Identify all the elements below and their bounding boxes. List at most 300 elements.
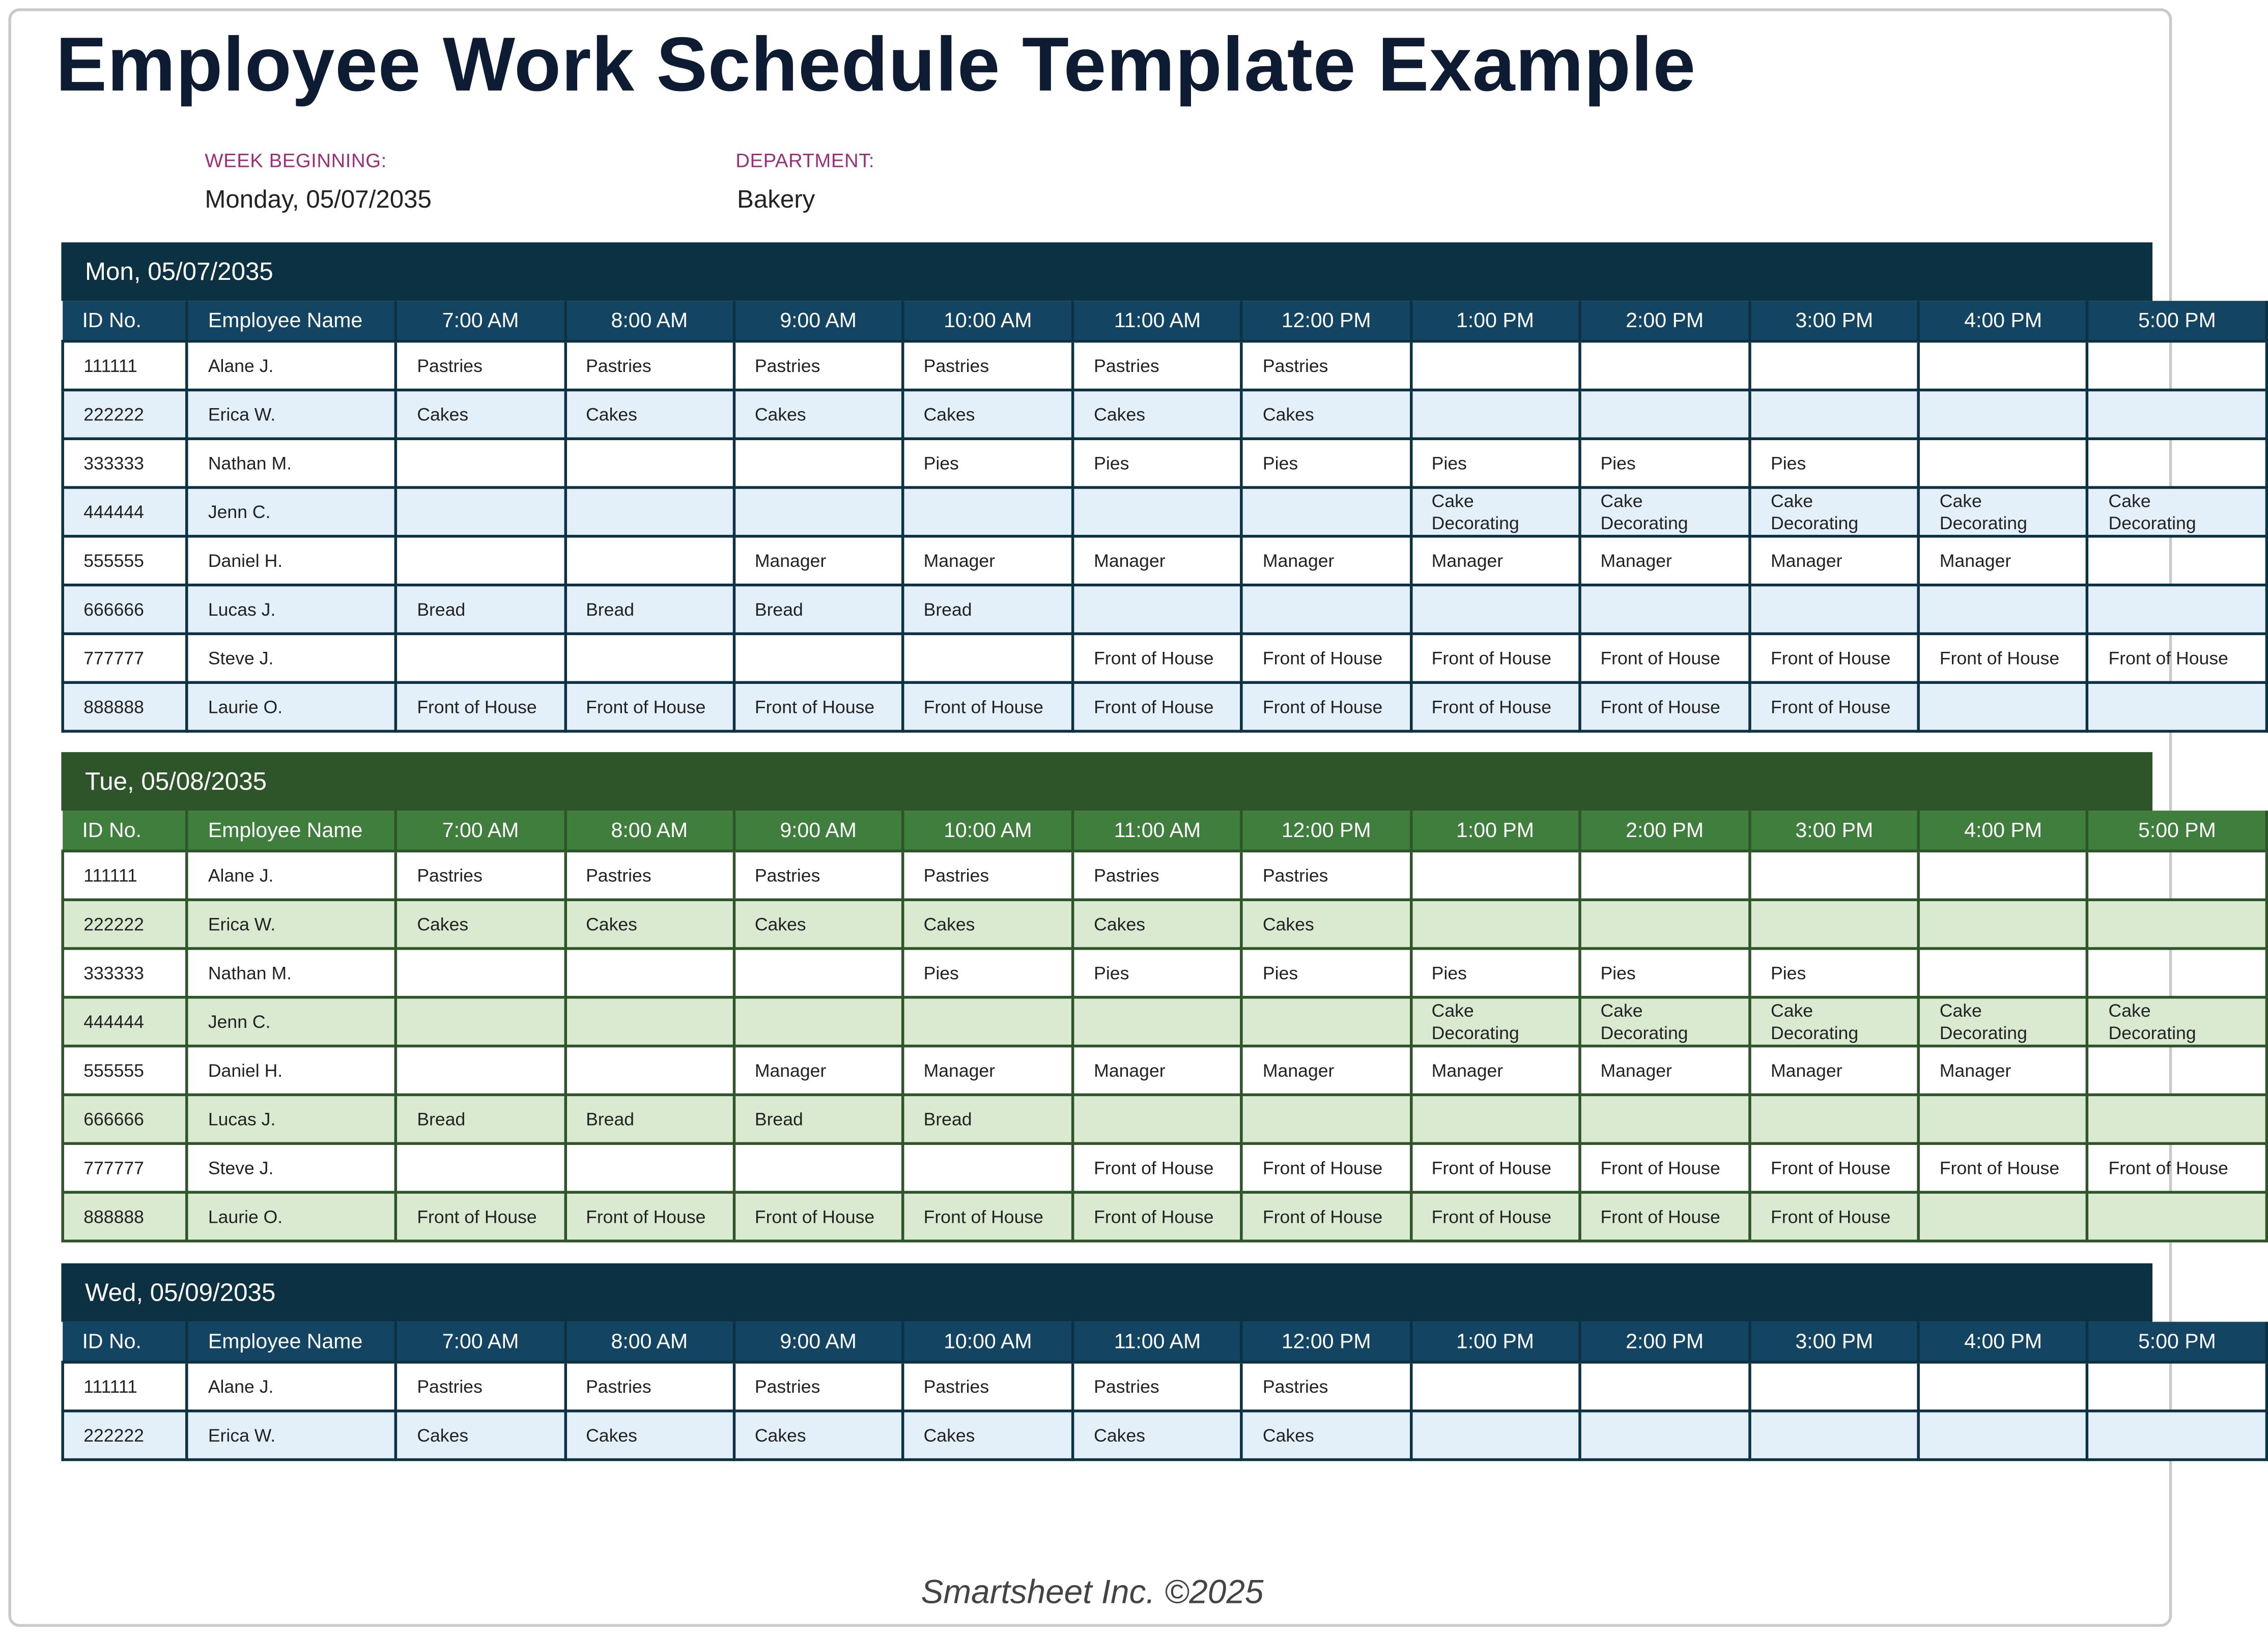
shift-cell[interactable] (565, 1095, 734, 1143)
shift-cell[interactable] (734, 900, 903, 949)
shift-cell[interactable] (1919, 487, 2088, 536)
shift-cell[interactable] (1242, 997, 1411, 1046)
employee-id-cell[interactable] (63, 997, 187, 1046)
shift-cell[interactable] (1919, 1143, 2088, 1192)
cell-text: Pies (1094, 452, 1129, 473)
shift-cell[interactable] (396, 634, 565, 682)
shift-cell[interactable] (1073, 536, 1242, 585)
day-schedule-section (61, 242, 2228, 732)
employee-name-cell[interactable] (187, 1046, 396, 1095)
shift-cell[interactable] (1073, 341, 1242, 390)
shift-cell[interactable] (1073, 1046, 1242, 1095)
shift-cell[interactable] (734, 390, 903, 439)
shift-cell[interactable] (1919, 997, 2088, 1046)
shift-cell[interactable] (1411, 1362, 1580, 1411)
shift-cell[interactable] (1242, 851, 1411, 900)
cell-text: Front of House (586, 696, 706, 717)
shift-cell[interactable] (2087, 900, 2266, 949)
employee-name-cell[interactable] (187, 1411, 396, 1460)
shift-cell[interactable] (1579, 851, 1750, 900)
shift-cell[interactable] (1073, 1143, 1242, 1192)
shift-cell[interactable] (1411, 390, 1580, 439)
cell-text: Pastries (1094, 1375, 1159, 1397)
shift-cell[interactable] (734, 949, 903, 997)
shift-cell[interactable] (1750, 487, 1919, 536)
shift-cell[interactable] (565, 1143, 734, 1192)
shift-cell[interactable] (1579, 900, 1750, 949)
shift-cell[interactable] (903, 997, 1073, 1046)
shift-cell[interactable] (1242, 439, 1411, 487)
shift-cell[interactable] (565, 634, 734, 682)
table-row (63, 851, 2266, 900)
employee-name-cell[interactable] (187, 682, 396, 731)
shift-cell[interactable] (1242, 1411, 1411, 1460)
schedule-table (61, 1322, 2268, 1461)
shift-cell[interactable] (1919, 341, 2088, 390)
shift-cell[interactable] (1579, 1362, 1750, 1411)
shift-cell[interactable] (1242, 634, 1411, 682)
cell-text: 777777 (83, 1157, 145, 1178)
employee-name-cell[interactable] (187, 949, 396, 997)
shift-cell[interactable] (1411, 1046, 1580, 1095)
shift-cell[interactable] (396, 949, 565, 997)
shift-cell[interactable] (2087, 1095, 2266, 1143)
shift-cell[interactable] (565, 1192, 734, 1241)
shift-cell[interactable] (565, 487, 734, 536)
shift-cell[interactable] (1579, 1192, 1750, 1241)
shift-cell[interactable] (734, 682, 903, 731)
shift-cell[interactable] (1242, 1362, 1411, 1411)
employee-id-cell[interactable] (63, 439, 187, 487)
shift-cell[interactable] (396, 682, 565, 731)
shift-cell[interactable] (1411, 585, 1580, 634)
cell-text: Pastries (586, 1375, 651, 1397)
shift-cell[interactable] (2087, 997, 2266, 1046)
employee-id-cell[interactable] (63, 1362, 187, 1411)
shift-cell[interactable] (1919, 900, 2088, 949)
shift-cell[interactable] (396, 585, 565, 634)
shift-cell[interactable] (1411, 900, 1580, 949)
shift-cell[interactable] (396, 1362, 565, 1411)
column-header: 4:00 PM (1919, 1322, 2088, 1362)
cell-text: Cakes (586, 403, 637, 424)
shift-cell[interactable] (1750, 682, 1919, 731)
shift-cell[interactable] (1242, 1143, 1411, 1192)
shift-cell[interactable] (1073, 585, 1242, 634)
shift-cell[interactable] (903, 536, 1073, 585)
cell-text: Cakes (1094, 403, 1146, 424)
shift-cell[interactable] (1073, 1095, 1242, 1143)
cell-text: Manager (1771, 549, 1842, 570)
shift-cell[interactable] (565, 900, 734, 949)
shift-cell[interactable] (2087, 634, 2266, 682)
cell-text: Front of House (1600, 1205, 1720, 1227)
shift-cell[interactable] (1073, 682, 1242, 731)
shift-cell[interactable] (565, 536, 734, 585)
cell-text: 222222 (83, 913, 145, 934)
shift-cell[interactable] (1750, 439, 1919, 487)
cell-text: Cake Decorating (1939, 490, 2027, 533)
column-header: 8:00 AM (565, 301, 734, 341)
shift-cell[interactable] (565, 1411, 734, 1460)
shift-cell[interactable] (903, 1192, 1073, 1241)
shift-cell[interactable] (1411, 1095, 1580, 1143)
shift-cell[interactable] (903, 851, 1073, 900)
shift-cell[interactable] (1750, 634, 1919, 682)
employee-id-cell[interactable] (63, 1095, 187, 1143)
employee-name-cell[interactable] (187, 439, 396, 487)
shift-cell[interactable] (396, 1411, 565, 1460)
shift-cell[interactable] (1242, 536, 1411, 585)
shift-cell[interactable] (2087, 1192, 2266, 1241)
shift-cell[interactable] (1411, 997, 1580, 1046)
employee-id-cell[interactable] (63, 487, 187, 536)
employee-id-cell[interactable] (63, 390, 187, 439)
shift-cell[interactable] (903, 341, 1073, 390)
cell-text: Erica W. (208, 403, 276, 424)
shift-cell[interactable] (903, 1143, 1073, 1192)
shift-cell[interactable] (734, 1411, 903, 1460)
employee-id-cell[interactable] (63, 341, 187, 390)
shift-cell[interactable] (1073, 390, 1242, 439)
shift-cell[interactable] (1750, 851, 1919, 900)
shift-cell[interactable] (1579, 1046, 1750, 1095)
shift-cell[interactable] (565, 341, 734, 390)
cell-text: Lucas J. (208, 1108, 276, 1129)
shift-cell[interactable] (1919, 439, 2088, 487)
shift-cell[interactable] (1579, 585, 1750, 634)
shift-cell[interactable] (1919, 1362, 2088, 1411)
shift-cell[interactable] (396, 1143, 565, 1192)
shift-cell[interactable] (565, 1046, 734, 1095)
shift-cell[interactable] (1919, 1411, 2088, 1460)
column-header: 11:00 AM (1073, 811, 1242, 851)
shift-cell[interactable] (734, 1095, 903, 1143)
shift-cell[interactable] (1579, 682, 1750, 731)
shift-cell[interactable] (1919, 851, 2088, 900)
shift-cell[interactable] (903, 439, 1073, 487)
shift-cell[interactable] (1242, 682, 1411, 731)
shift-cell[interactable] (734, 851, 903, 900)
cell-text: Jenn C. (208, 501, 271, 522)
column-header: 3:00 PM (1750, 1322, 1919, 1362)
table-row (63, 439, 2266, 487)
shift-cell[interactable] (734, 536, 903, 585)
shift-cell[interactable] (1073, 949, 1242, 997)
shift-cell[interactable] (1579, 341, 1750, 390)
shift-cell[interactable] (1750, 390, 1919, 439)
week-beginning-value[interactable]: Monday, 05/07/2035 (205, 185, 432, 213)
shift-cell[interactable] (1579, 1143, 1750, 1192)
cell-text: Manager (1094, 549, 1166, 570)
shift-cell[interactable] (565, 390, 734, 439)
shift-cell[interactable] (565, 439, 734, 487)
shift-cell[interactable] (1411, 1192, 1580, 1241)
shift-cell[interactable] (1073, 1411, 1242, 1460)
shift-cell[interactable] (1073, 439, 1242, 487)
shift-cell[interactable] (1411, 851, 1580, 900)
cell-text: Manager (1431, 549, 1504, 570)
cell-text: Front of House (1431, 1205, 1552, 1227)
shift-cell[interactable] (1750, 536, 1919, 585)
shift-cell[interactable] (565, 997, 734, 1046)
cell-text: 111111 (83, 864, 137, 885)
employee-id-cell[interactable] (63, 682, 187, 731)
cell-text: Pies (1600, 452, 1636, 473)
shift-cell[interactable] (903, 1411, 1073, 1460)
shift-cell[interactable] (2087, 1411, 2266, 1460)
employee-id-cell[interactable] (63, 851, 187, 900)
shift-cell[interactable] (1073, 1362, 1242, 1411)
shift-cell[interactable] (396, 439, 565, 487)
employee-id-cell[interactable] (63, 585, 187, 634)
shift-cell[interactable] (1411, 536, 1580, 585)
column-header: 4:00 PM (1919, 301, 2088, 341)
shift-cell[interactable] (2087, 536, 2266, 585)
shift-cell[interactable] (2087, 1046, 2266, 1095)
cell-text: Pastries (923, 354, 989, 376)
shift-cell[interactable] (1750, 1362, 1919, 1411)
employee-name-cell[interactable] (187, 1095, 396, 1143)
shift-cell[interactable] (1411, 682, 1580, 731)
shift-cell[interactable] (1579, 1411, 1750, 1460)
shift-cell[interactable] (903, 682, 1073, 731)
employee-name-cell[interactable] (187, 1362, 396, 1411)
shift-cell[interactable] (1919, 536, 2088, 585)
shift-cell[interactable] (2087, 1362, 2266, 1411)
shift-cell[interactable] (1750, 900, 1919, 949)
column-header: 9:00 AM (734, 811, 903, 851)
department-value[interactable]: Bakery (736, 185, 815, 213)
cell-text: Front of House (1094, 1205, 1214, 1227)
shift-cell[interactable] (1919, 949, 2088, 997)
cell-text: Front of House (586, 1205, 706, 1227)
column-header: ID No. (63, 301, 187, 341)
shift-cell[interactable] (396, 536, 565, 585)
cell-text: Bread (923, 598, 972, 619)
shift-cell[interactable] (565, 1362, 734, 1411)
cell-text: Cake Decorating (1939, 999, 2027, 1043)
shift-cell[interactable] (903, 900, 1073, 949)
shift-cell[interactable] (734, 634, 903, 682)
shift-cell[interactable] (1919, 1192, 2088, 1241)
employee-id-cell[interactable] (63, 1192, 187, 1241)
shift-cell[interactable] (1411, 487, 1580, 536)
shift-cell[interactable] (903, 634, 1073, 682)
shift-cell[interactable] (2087, 487, 2266, 536)
shift-cell[interactable] (396, 851, 565, 900)
shift-cell[interactable] (1579, 439, 1750, 487)
shift-cell[interactable] (1579, 487, 1750, 536)
cell-text: Front of House (1771, 1205, 1891, 1227)
shift-cell[interactable] (903, 487, 1073, 536)
shift-cell[interactable] (903, 1362, 1073, 1411)
employee-id-cell[interactable] (63, 1143, 187, 1192)
shift-cell[interactable] (2087, 439, 2266, 487)
shift-cell[interactable] (1242, 1046, 1411, 1095)
shift-cell[interactable] (2087, 390, 2266, 439)
shift-cell[interactable] (1073, 1192, 1242, 1241)
employee-name-cell[interactable] (187, 900, 396, 949)
cell-text: Pastries (417, 354, 483, 376)
cell-text: Cakes (923, 403, 975, 424)
shift-cell[interactable] (1750, 585, 1919, 634)
shift-cell[interactable] (1242, 900, 1411, 949)
shift-cell[interactable] (1411, 949, 1580, 997)
shift-cell[interactable] (1073, 487, 1242, 536)
shift-cell[interactable] (1919, 1046, 2088, 1095)
cell-text: Front of House (1094, 1157, 1214, 1178)
shift-cell[interactable] (1579, 1095, 1750, 1143)
cell-text: Pies (1771, 452, 1806, 473)
shift-cell[interactable] (1073, 634, 1242, 682)
shift-cell[interactable] (396, 900, 565, 949)
shift-cell[interactable] (1411, 1143, 1580, 1192)
shift-cell[interactable] (1579, 949, 1750, 997)
shift-cell[interactable] (734, 1362, 903, 1411)
shift-cell[interactable] (1919, 634, 2088, 682)
cell-text: 444444 (83, 1010, 145, 1031)
employee-name-cell[interactable] (187, 1192, 396, 1241)
shift-cell[interactable] (565, 682, 734, 731)
shift-cell[interactable] (1242, 1192, 1411, 1241)
shift-cell[interactable] (903, 585, 1073, 634)
shift-cell[interactable] (1579, 634, 1750, 682)
employee-name-cell[interactable] (187, 487, 396, 536)
shift-cell[interactable] (734, 487, 903, 536)
cell-text: Steve J. (208, 1157, 274, 1178)
shift-cell[interactable] (1750, 1192, 1919, 1241)
employee-name-cell[interactable] (187, 851, 396, 900)
cell-text: Front of House (923, 696, 1043, 717)
shift-cell[interactable] (396, 1192, 565, 1241)
column-header: 10:00 AM (903, 811, 1073, 851)
employee-id-cell[interactable] (63, 634, 187, 682)
shift-cell[interactable] (1919, 390, 2088, 439)
cell-text: Manager (923, 549, 996, 570)
shift-cell[interactable] (734, 341, 903, 390)
cell-text: Pies (923, 962, 959, 983)
shift-cell[interactable] (2087, 851, 2266, 900)
cell-text: Front of House (1600, 696, 1720, 717)
shift-cell[interactable] (1073, 997, 1242, 1046)
cell-text: Daniel H. (208, 549, 283, 570)
shift-cell[interactable] (2087, 341, 2266, 390)
shift-cell[interactable] (1750, 1411, 1919, 1460)
shift-cell[interactable] (1579, 390, 1750, 439)
employee-name-cell[interactable] (187, 341, 396, 390)
shift-cell[interactable] (1242, 585, 1411, 634)
shift-cell[interactable] (734, 439, 903, 487)
cell-text: Pastries (1262, 864, 1328, 885)
cell-text: Manager (1600, 1059, 1672, 1080)
employee-name-cell[interactable] (187, 536, 396, 585)
shift-cell[interactable] (734, 1192, 903, 1241)
cell-text: Cake Decorating (1771, 490, 1859, 533)
shift-cell[interactable] (2087, 1143, 2266, 1192)
shift-cell[interactable] (1411, 634, 1580, 682)
employee-id-cell[interactable] (63, 536, 187, 585)
employee-id-cell[interactable] (63, 900, 187, 949)
cell-text: 333333 (83, 962, 145, 983)
shift-cell[interactable] (1919, 682, 2088, 731)
cell-text: Pastries (1262, 354, 1328, 376)
employee-name-cell[interactable] (187, 390, 396, 439)
shift-cell[interactable] (396, 1095, 565, 1143)
cell-text: Pastries (586, 864, 651, 885)
shift-cell[interactable] (1750, 341, 1919, 390)
employee-name-cell[interactable] (187, 1143, 396, 1192)
shift-cell[interactable] (1919, 1095, 2088, 1143)
employee-id-cell[interactable] (63, 1411, 187, 1460)
shift-cell[interactable] (1411, 439, 1580, 487)
shift-cell[interactable] (1242, 949, 1411, 997)
shift-cell[interactable] (734, 1046, 903, 1095)
day-title: Wed, 05/09/2035 (61, 1263, 2152, 1322)
shift-cell[interactable] (903, 949, 1073, 997)
shift-cell[interactable] (396, 487, 565, 536)
shift-cell[interactable] (1750, 1095, 1919, 1143)
employee-name-cell[interactable] (187, 997, 396, 1046)
shift-cell[interactable] (565, 851, 734, 900)
shift-cell[interactable] (565, 949, 734, 997)
table-row (63, 536, 2266, 585)
shift-cell[interactable] (1919, 585, 2088, 634)
shift-cell[interactable] (903, 390, 1073, 439)
shift-cell[interactable] (1242, 1095, 1411, 1143)
shift-cell[interactable] (565, 585, 734, 634)
shift-cell[interactable] (1750, 949, 1919, 997)
shift-cell[interactable] (903, 1095, 1073, 1143)
employee-id-cell[interactable] (63, 1046, 187, 1095)
shift-cell[interactable] (396, 341, 565, 390)
shift-cell[interactable] (1750, 997, 1919, 1046)
shift-cell[interactable] (1579, 997, 1750, 1046)
shift-cell[interactable] (396, 390, 565, 439)
shift-cell[interactable] (734, 1143, 903, 1192)
shift-cell[interactable] (2087, 682, 2266, 731)
cell-text: Bread (923, 1108, 972, 1129)
cell-text: Erica W. (208, 913, 276, 934)
employee-name-cell[interactable] (187, 585, 396, 634)
shift-cell[interactable] (734, 585, 903, 634)
shift-cell[interactable] (1411, 341, 1580, 390)
shift-cell[interactable] (1750, 1143, 1919, 1192)
shift-cell[interactable] (734, 997, 903, 1046)
shift-cell[interactable] (1579, 536, 1750, 585)
shift-cell[interactable] (903, 1046, 1073, 1095)
shift-cell[interactable] (1411, 1411, 1580, 1460)
shift-cell[interactable] (1073, 851, 1242, 900)
shift-cell[interactable] (1242, 390, 1411, 439)
shift-cell[interactable] (2087, 949, 2266, 997)
shift-cell[interactable] (396, 997, 565, 1046)
shift-cell[interactable] (2087, 585, 2266, 634)
employee-id-cell[interactable] (63, 949, 187, 997)
header-row (63, 301, 2266, 341)
shift-cell[interactable] (396, 1046, 565, 1095)
cell-text: Steve J. (208, 647, 274, 668)
column-header: 11:00 AM (1073, 1322, 1242, 1362)
cell-text: Cake Decorating (1431, 999, 1519, 1043)
employee-name-cell[interactable] (187, 634, 396, 682)
shift-cell[interactable] (1750, 1046, 1919, 1095)
shift-cell[interactable] (1242, 341, 1411, 390)
cell-text: Pies (1771, 962, 1806, 983)
shift-cell[interactable] (1073, 900, 1242, 949)
shift-cell[interactable] (1242, 487, 1411, 536)
cell-text: Pastries (1262, 1375, 1328, 1397)
